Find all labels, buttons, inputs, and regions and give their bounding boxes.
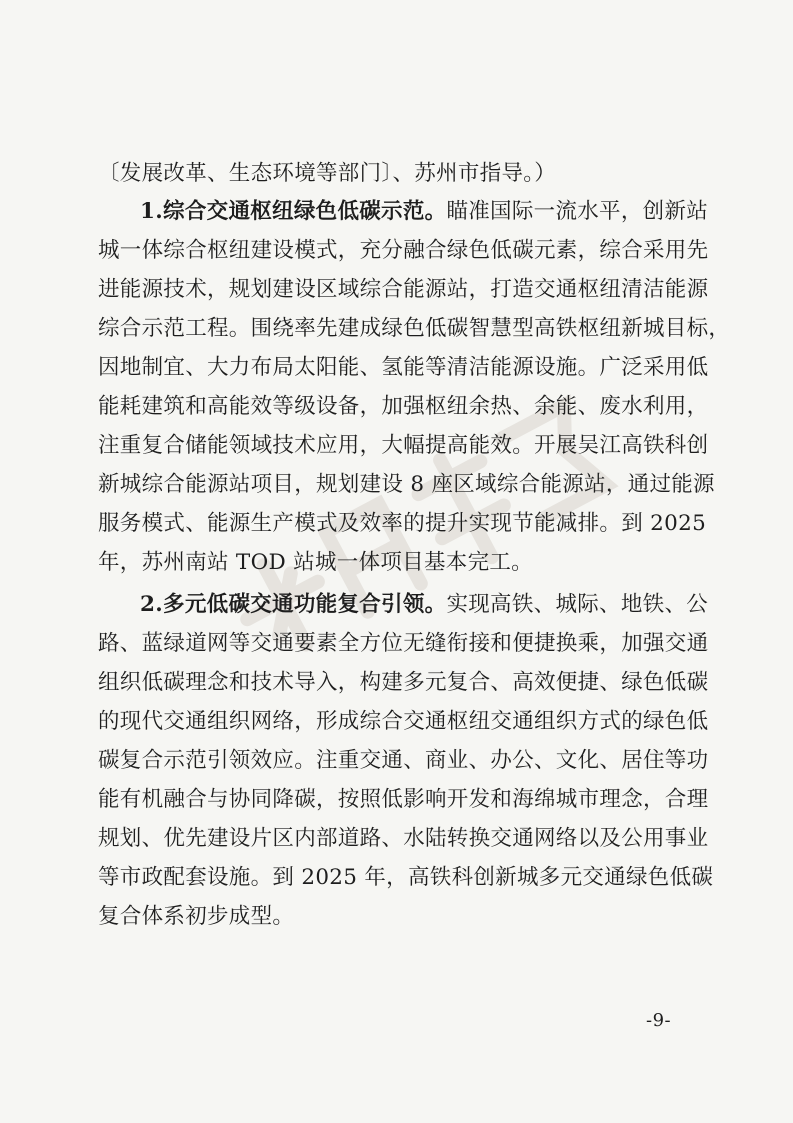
page-number: -9- (646, 1010, 672, 1031)
section1-line: 综合示范工程。围绕率先建成绿色低碳智慧型高铁枢纽新城目标， (98, 316, 731, 341)
section1-line: 服务模式、能源生产模式及效率的提升实现节能减排。到 2025 (98, 511, 707, 536)
section2-line: 等市政配套设施。到 2025 年，高铁科创新城多元交通绿色低碳 (98, 865, 714, 890)
intro-line: 〔发展改革、生态环境等部门〕、苏州市指导。） (98, 161, 557, 186)
section2-line: 路、蓝绿道网等交通要素全方位无缝衔接和便捷换乘，加强交通 (98, 631, 709, 656)
section2-line: 实现高铁、城际、地铁、公 (446, 592, 709, 617)
section1-line: 能耗建筑和高能效等级设备，加强枢纽余热、余能、废水利用， (98, 394, 709, 419)
section2-heading: 2.多元低碳交通功能复合引领。 (140, 592, 447, 617)
section1-line: 注重复合储能领域技术应用，大幅提高能效。开展吴江高铁科创 (98, 433, 709, 458)
section2-line: 规划、优先建设片区内部道路、水陆转换交通网络以及公用事业 (98, 826, 709, 851)
section2-line: 碳复合示范引领效应。注重交通、商业、办公、文化、居住等功 (98, 748, 709, 773)
section1-line: 进能源技术，规划建设区域综合能源站，打造交通枢纽清洁能源 (98, 277, 709, 302)
section2-first-line (140, 586, 740, 624)
section1-line: 因地制宜、大力布局太阳能、氢能等清洁能源设施。广泛采用低 (98, 355, 709, 380)
section1-first-line (140, 193, 740, 231)
section1-line: 城一体综合枢纽建设模式，充分融合绿色低碳元素，综合采用先 (98, 238, 709, 263)
section2-line: 组织低碳理念和技术导入，构建多元复合、高效便捷、绿色低碳 (98, 670, 709, 695)
section1-heading: 1.综合交通枢纽绿色低碳示范。 (140, 199, 447, 224)
section2-line: 能有机融合与协同降碳，按照低影响开发和海绵城市理念，合理 (98, 787, 709, 812)
section1-line: 瞄准国际一流水平，创新站 (446, 199, 709, 224)
section1-line: 新城综合能源站项目，规划建设 8 座区域综合能源站，通过能源 (98, 472, 715, 497)
section2-line: 的现代交通组织网络，形成综合交通枢纽交通组织方式的绿色低 (98, 709, 709, 734)
section1-line: 年，苏州南站 TOD 站城一体项目基本完工。 (98, 550, 533, 575)
section2-line: 复合体系初步成型。 (98, 904, 295, 929)
